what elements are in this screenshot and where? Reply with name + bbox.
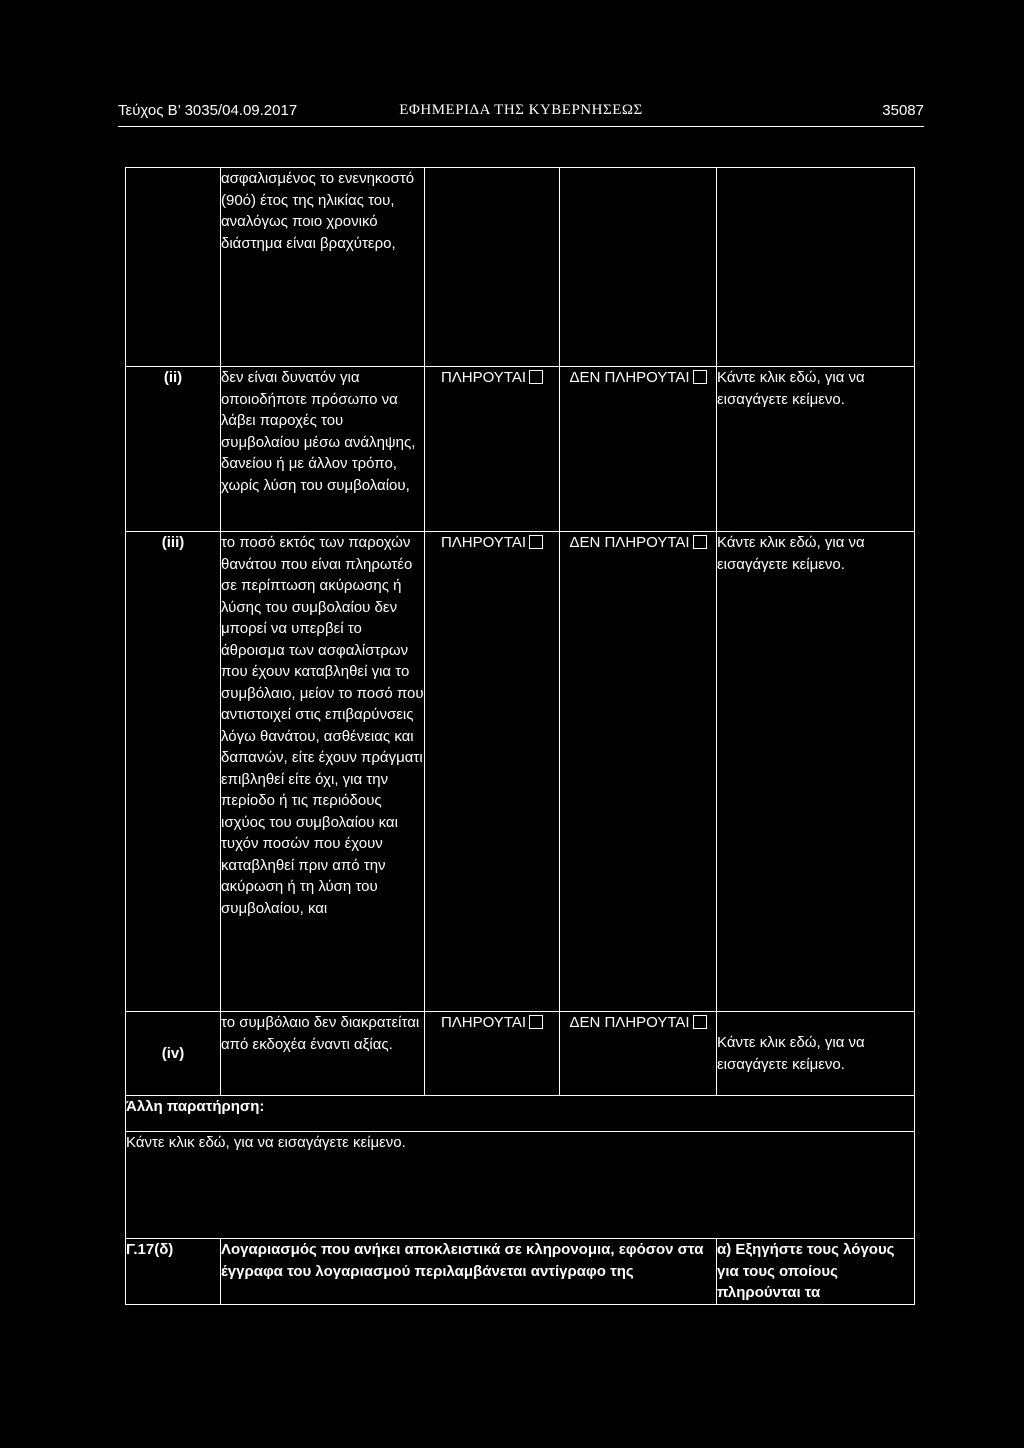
not-paid-option[interactable] xyxy=(560,367,717,532)
not-paid-label: ΔΕΝ ΠΛΗΡΟΥΤΑΙ xyxy=(569,369,690,386)
row-description: το συμβόλαιο δεν διακρατείται από εκδοχέα έναντι αξίας. xyxy=(221,1012,425,1096)
paid-option[interactable] xyxy=(425,1012,560,1096)
page-header xyxy=(118,98,924,127)
row-description: το ποσό εκτός των παροχών θανάτου που είναι πληρωτέο σε περίπτωση ακύρωσης ή λύσης του συμβολαίου δεν μπορεί να υπερβεί το άθροισμα των ασφαλίστρων που έχουν καταβληθεί για το συμβόλαιο, μείον το ποσό που αντιστοιχεί στις επιβαρύνσεις λόγω θανάτου, ασθένειας και δαπανών, είτε έχουν πράγματι επιβληθεί είτε όχι, για την περίοδο ή τις περιόδους ισχύος του συμβολαίου και τυχόν ποσών που έχουν καταβληθεί πριν από την ακύρωση ή τη λύση του συμβολαίου, και xyxy=(221,532,425,1012)
row-number-empty xyxy=(126,168,221,367)
other-note-row xyxy=(126,1096,915,1132)
other-note-label: Άλλη παρατήρηση: xyxy=(126,1096,915,1132)
row-number: (iv) xyxy=(126,1012,221,1096)
note-field[interactable]: Κάντε κλικ εδώ, για να εισαγάγετε κείμενο. xyxy=(717,367,915,532)
gazette-title: ΕΦΗΜΕΡΙΔΑ ΤΗΣ ΚΥΒΕΡΝΗΣΕΩΣ xyxy=(399,102,643,118)
paid-option[interactable] xyxy=(425,367,560,532)
row-number: (iii) xyxy=(126,532,221,1012)
paid-cell-empty xyxy=(425,168,560,367)
not-paid-cell-empty xyxy=(560,168,717,367)
not-paid-checkbox[interactable] xyxy=(693,370,707,384)
other-note-field[interactable]: Κάντε κλικ εδώ, για να εισαγάγετε κείμενο. xyxy=(126,1132,915,1239)
page-number: 35087 xyxy=(882,102,924,119)
criteria-table xyxy=(125,167,915,1305)
note-field[interactable]: Κάντε κλικ εδώ, για να εισαγάγετε κείμενο. xyxy=(717,532,915,1012)
table-row-continuation xyxy=(126,168,915,367)
table-row-iv xyxy=(126,1012,915,1096)
not-paid-option[interactable] xyxy=(560,532,717,1012)
other-note-input-row xyxy=(126,1132,915,1239)
paid-label: ΠΛΗΡΟΥΤΑΙ xyxy=(440,369,527,386)
row-description: δεν είναι δυνατόν για οποιοδήποτε πρόσωπο να λάβει παροχές του συμβολαίου μέσω ανάληψης, δανείου ή με άλλον τρόπο, χωρίς λύση του συμβολαίου, xyxy=(221,367,425,532)
row-description: ασφαλισμένος το ενενηκοστό (90ό) έτος της ηλικίας του, αναλόγως ποιο χρονικό διάστημα είναι βραχύτερο, xyxy=(221,168,425,367)
not-paid-option[interactable] xyxy=(560,1012,717,1096)
row-number: (ii) xyxy=(126,367,221,532)
table-row-ii xyxy=(126,367,915,532)
issue-number: Τεύχος Β’ 3035/04.09.2017 xyxy=(118,102,298,119)
paid-label: ΠΛΗΡΟΥΤΑΙ xyxy=(440,534,527,551)
not-paid-checkbox[interactable] xyxy=(693,1015,707,1029)
paid-checkbox[interactable] xyxy=(529,370,543,384)
not-paid-label: ΔΕΝ ΠΛΗΡΟΥΤΑΙ xyxy=(569,534,690,551)
table-row-iii xyxy=(126,532,915,1012)
paid-checkbox[interactable] xyxy=(529,535,543,549)
not-paid-checkbox[interactable] xyxy=(693,535,707,549)
note-field[interactable]: α) Εξηγήστε τους λόγους για τους οποίους πληρούνται τα xyxy=(717,1239,915,1305)
table-row-g17 xyxy=(126,1239,915,1305)
paid-option[interactable] xyxy=(425,532,560,1012)
note-field[interactable]: Κάντε κλικ εδώ, για να εισαγάγετε κείμενο. xyxy=(717,1012,915,1096)
not-paid-label: ΔΕΝ ΠΛΗΡΟΥΤΑΙ xyxy=(569,1014,690,1031)
paid-label: ΠΛΗΡΟΥΤΑΙ xyxy=(440,1014,527,1031)
note-cell-empty xyxy=(717,168,915,367)
paid-checkbox[interactable] xyxy=(529,1015,543,1029)
row-description: Λογαριασμός που ανήκει αποκλειστικά σε κληρονομια, εφόσον στα έγγραφα του λογαριασμού περιλαμβάνεται αντίγραφο της xyxy=(221,1239,717,1305)
row-number: Γ.17(δ) xyxy=(126,1239,221,1305)
